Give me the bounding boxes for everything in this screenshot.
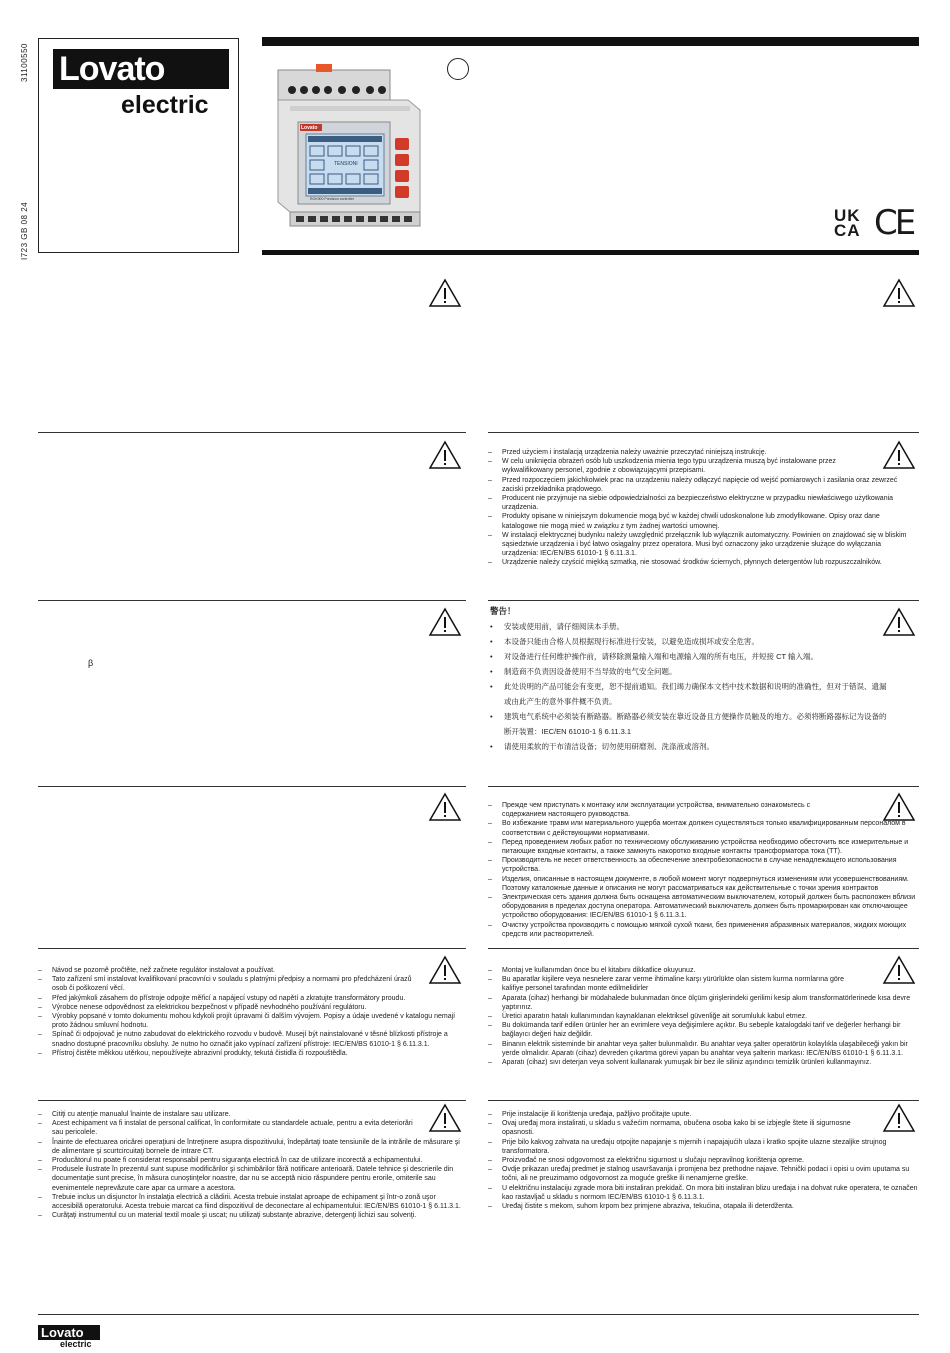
list-item: – Bu dokümanda tarif edilen ürünler her an evrimlere veya değişimlere açıktır. Bu sebeple katalogdaki tarif ve değerler herhangi bir bağlayıcı değeri haiz değildir. bbox=[488, 1021, 918, 1039]
list-item: – Изделия, описанные в настоящем документе, в любой момент могут подвергнуться изменениям или усовершенствованиям. Поэтому каталожные данные и описания не могут рассматриваться как действительные с точки зрения контрактов bbox=[488, 875, 918, 893]
list-item: • 请使用柔软的干布清洁设备；切勿使用研磨剂、洗涤液或溶剂。 bbox=[490, 739, 890, 754]
list-item: – Перед проведением любых работ по техническому обслуживанию устройства необходимо обесточить все измерительные и питающие входные контакты, а также замкнуть накоротко входные контакты трансформатора тока (ТТ). bbox=[488, 838, 918, 856]
list-item: • 本设备只能由合格人员根据现行标准进行安装，以避免造成损坏或安全危害。 bbox=[490, 634, 890, 649]
list-item: – Produkty opisane w niniejszym dokumencie mogą być w każdej chwili udoskonalone lub zmodyfikowane. Opisy oraz dane katalogowe nie mogą mieć w związku z tym żadnej wartości umownej. bbox=[488, 512, 908, 530]
brand-logo: Lovato bbox=[53, 49, 229, 89]
croatian-safety-text bbox=[488, 1110, 918, 1211]
warning-icon bbox=[882, 278, 916, 308]
section-divider bbox=[488, 786, 919, 787]
list-item: – U električnu instalaciju zgrade mora biti instaliran prekidač. On mora biti instaliran blizu uređaja i na dohvat ruke operatera, te označen kao rastavljač u skladu s normom IEC/EN/BS 61010-1 § 6.11.3.1. bbox=[488, 1184, 918, 1202]
czech-safety-text bbox=[38, 966, 463, 1058]
list-item: – Proizvođač ne snosi odgovornost za električnu sigurnost u slučaju nepravilnog korištenja opreme. bbox=[488, 1156, 918, 1165]
footer-rule bbox=[38, 1314, 919, 1315]
section-divider bbox=[38, 432, 466, 433]
list-item: – Curăţaţi instrumentul cu un material textil moale şi uscat; nu utilizaţi substanţe abrazive, detergenţi lichizi sau solvenţi. bbox=[38, 1211, 463, 1220]
romanian-safety-text bbox=[38, 1110, 463, 1220]
logo-box bbox=[38, 38, 239, 253]
warning-icon bbox=[428, 440, 462, 470]
list-item: – Producătorul nu poate fi considerat responsabil pentru siguranţa electrică în caz de utilizare incorectă a echipamentului. bbox=[38, 1156, 463, 1165]
list-item: – Tato zařízení smí instalovat kvalifikovaní pracovníci v souladu s platnými předpisy a normami pro předcházení úrazů osob či poškození věcí. bbox=[38, 975, 463, 993]
list-item: – Výrobce nenese odpovědnost za elektrickou bezpečnost v případě nevhodného používání regulátoru. bbox=[38, 1003, 463, 1012]
list-item: – Üretici aparatın hatalı kullanımından kaynaklanan elektriksel güvenliğe ait sorumluluk kabul etmez. bbox=[488, 1012, 918, 1021]
list-item: – Bu aparatlar kişilere veya nesnelere zarar verme ihtimaline karşı yürürlükte olan sistem kurma normlarına göre kalifiye personel tarafından monte edilmelidirler bbox=[488, 975, 918, 993]
chinese-safety-text bbox=[490, 604, 890, 754]
device-footer-label: RGK900 Precision controller bbox=[310, 197, 355, 201]
list-item: – Před jakýmkoli zásahem do přístroje odpojte měřicí a napájecí vstupy od napětí a zkratujte transformátory proudu. bbox=[38, 994, 463, 1003]
list-item: – Ovaj uređaj mora instalirati, u skladu s važećim normama, obučena osoba kako bi se izbjegle štete ili sigurnosne opasnosti. bbox=[488, 1119, 918, 1137]
list-item: • 安装或使用前，请仔细阅读本手册。 bbox=[490, 619, 890, 634]
language-circle bbox=[447, 58, 469, 80]
list-item: – Urządzenie należy czyścić miękką szmatką, nie stosować środków ściernych, płynnych detergentów lub rozpuszczalników. bbox=[488, 558, 908, 567]
list-item: – Przed rozpoczęciem jakichkolwiek prac na urządzeniu należy odłączyć napięcie od wejść pomiarowych i zasilania oraz zewrzeć zaciski przekładnika prądowego. bbox=[488, 476, 908, 494]
list-item: – Binanın elektrik sisteminde bir anahtar veya şalter bulunmalıdır. Bu anahtar veya şalter operatörün kolaylıkla ulaşabileceği yakın bir yerde olmalıdır. Aparatı (cihaz) devreden çıkartma görevi yapan bu anahtar veya şalterin markası: IEC/EN/BS 61010-1 § 6.11.3.1. bbox=[488, 1040, 918, 1058]
device-illustration bbox=[270, 62, 432, 234]
chinese-warning-title: 警告！ bbox=[490, 606, 516, 616]
ce-mark: CE bbox=[874, 203, 914, 243]
list-item: • 此处说明的产品可能会有变更，恕不提前通知。我们竭力确保本文档中技术数据和说明的准确性，但对于错误、遗漏或由此产生的意外事件概不负责。 bbox=[490, 679, 890, 709]
list-item: – Aparata (cihaz) herhangi bir müdahalede bulunmadan önce ölçüm girişlerindeki gerilimi kesip akım transformatörlerinede kısa devre yaptırınız. bbox=[488, 994, 918, 1012]
list-item: – Электрическая сеть здания должна быть оснащена автоматическим выключателем, который должен быть расположен вблизи оборудования в пределах доступа оператора. Автоматический выключатель должен быть промаркирован как отключающее устройство оборудования: IEC/EN/BS 61010-1 § 6.11.3.1. bbox=[488, 893, 918, 921]
footer-logo: Lovato bbox=[38, 1325, 100, 1340]
list-item: – Návod se pozorně pročtěte, než začnete regulátor instalovat a používat. bbox=[38, 966, 463, 975]
list-item: – Montaj ve kullanımdan önce bu el kitabını dikkatlice okuyunuz. bbox=[488, 966, 918, 975]
ukca-mark: UK CA bbox=[834, 206, 861, 240]
list-item: – Citiţi cu atenţie manualul înainte de instalare sau utilizare. bbox=[38, 1110, 463, 1119]
list-item: – Producent nie przyjmuje na siebie odpowiedzialności za bezpieczeństwo elektryczne w przypadku niewłaściwego użytkowania urządzenia. bbox=[488, 494, 908, 512]
section-divider bbox=[38, 600, 466, 601]
list-item: – Prije instalacije ili korištenja uređaja, pažljivo pročitajte upute. bbox=[488, 1110, 918, 1119]
list-item: • 建筑电气系统中必须装有断路器。断路器必须安装在靠近设备且方便操作员触及的地方。必须将断路器标记为设备的断开装置：IEC/EN 61010-1 § 6.11.3.1 bbox=[490, 709, 890, 739]
section-divider bbox=[488, 1100, 919, 1101]
list-item: – Ovdje prikazan uređaj predmet je stalnog usavršavanja i promjena bez prethodne najave. Tehnički podaci i opisi u ovim uputama su točni, ali ne preuzimamo odgovornost za moguće greške ili nenamjerne greške. bbox=[488, 1165, 918, 1183]
section-divider bbox=[38, 786, 466, 787]
brand-subtitle: electric bbox=[121, 91, 209, 119]
russian-safety-text bbox=[488, 801, 918, 939]
list-item: – Produsele ilustrate în prezentul sunt supuse modificărilor şi schimbărilor fără notificare anterioară. Datele tehnice şi descrierile din documentaţie sunt precise, în măsura cunoştinţelor noastre, dar nu se acceptă nicio răspundere pentru erorile, omiterile sau evenimentele neprevăzute care apar ca urmare a acestora. bbox=[38, 1165, 463, 1193]
list-item: • 制造商不负责因设备使用不当导致的电气安全问题。 bbox=[490, 664, 890, 679]
list-item: – Uređaj čistite s mekom, suhom krpom bez primjene abraziva, tekućina, otapala ili deterdženta. bbox=[488, 1202, 918, 1211]
list-item: – Înainte de efectuarea oricărei operaţiuni de întreţinere asupra dispozitivului, îndepărtaţi toate tensiunile de la intrările de măsurare şi de alimentare şi scurtcircuitaţi bornele de intrare CT. bbox=[38, 1138, 463, 1156]
list-item: – W instalacji elektrycznej budynku należy uwzględnić przełącznik lub wyłącznik automatyczny. Powinien on znajdować się w bliskim sąsiedztwie urządzenia i być łatwo osiągalny przez operatora. Musi być oznaczony jako urządzenie służące do wyłączania urządzenia: IEC/EN/BS 61010-1 § 6.11.3.1. bbox=[488, 531, 908, 559]
list-item: – Aparatı (cihaz) sıvı deterjan veya solvent kullanarak yumuşak bir bez ile siliniz aşındırıcı temizlik ürünleri kullanmayınız. bbox=[488, 1058, 918, 1067]
warning-icon bbox=[428, 607, 462, 637]
warning-icon bbox=[428, 278, 462, 308]
list-item: – Prije bilo kakvog zahvata na uređaju otpojite napajanje s mjernih i napajajućih ulaza i kratko spojite ulazne stezaljke strujnog transformatora. bbox=[488, 1138, 918, 1156]
top-rule bbox=[262, 37, 919, 46]
list-item: – W celu uniknięcia obrażeń osób lub uszkodzenia mienia tego typu urządzenia muszą być instalowane przez wykwalifikowany personel, zgodnie z obowiązującymi przepisami. bbox=[488, 457, 908, 475]
turkish-safety-text bbox=[488, 966, 918, 1067]
beta-symbol: β bbox=[88, 658, 94, 668]
list-item: – Производитель не несет ответственность за обеспечение электробезопасности в случае ненадлежащего использования устройства. bbox=[488, 856, 918, 874]
section-divider bbox=[38, 948, 466, 949]
device-screen-title: TENSIONI bbox=[334, 161, 358, 167]
section-divider bbox=[38, 1100, 466, 1101]
list-item: – Во избежание травм или материального ущерба монтаж должен существляться только квалифицированным персоналом в соответствии с действующими нормативами. bbox=[488, 819, 918, 837]
list-item: – Trebuie inclus un disjunctor în instalaţia electrică a clădirii. Acesta trebuie instalat aproape de echipament şi într-o zonă uşor accesibilă operatorului. Acesta trebuie marcat ca fiind dispozitivul de deconectare al echipamentului: IEC/EN/BS 61010-1 § 6.11.3.1. bbox=[38, 1193, 463, 1211]
device-brand-label: Lovato bbox=[301, 125, 318, 131]
section-divider bbox=[488, 600, 919, 601]
header-bottom-rule bbox=[262, 250, 919, 255]
section-divider bbox=[488, 948, 919, 949]
list-item: – Spínač či odpojovač je nutno zabudovat do elektrického rozvodu v budově. Musejí být nainstalované v těsné blízkosti přístroje a snadno dostupné pracovníku obsluhy. Je nutno ho označit jako vypínací zařízení přístroje: IEC/EN/BS 61010-1 § 6.11.3.1. bbox=[38, 1030, 463, 1048]
list-item: – Přístroj čistěte měkkou utěrkou, nepoužívejte abrazivní produkty, tekutá čistidla či rozpouštědla. bbox=[38, 1049, 463, 1058]
list-item: – Acest echipament va fi instalat de personal calificat, în conformitate cu standardele actuale, pentru a evita deteriorări sau pericolele. bbox=[38, 1119, 463, 1137]
list-item: – Прежде чем приступать к монтажу или эксплуатации устройства, внимательно ознакомьтесь с содержанием настоящего руководства. bbox=[488, 801, 918, 819]
list-item: • 对设备进行任何维护操作前，请移除测量输入端和电源输入端的所有电压，并短接 CT 输入端。 bbox=[490, 649, 890, 664]
list-item: – Výrobky popsané v tomto dokumentu mohou kdykoli projít úpravami či dalším vývojem. Popisy a údaje uvedené v katalogu nemají proto žádnou smluvní hodnotu. bbox=[38, 1012, 463, 1030]
registered-mark: ® bbox=[53, 51, 59, 60]
footer-logo-subtitle: electric bbox=[60, 1339, 92, 1349]
section-divider bbox=[488, 432, 919, 433]
document-revision: I723 GB 08 24 bbox=[20, 201, 29, 260]
polish-safety-text bbox=[488, 448, 908, 568]
document-code: 31100550 bbox=[20, 43, 29, 82]
list-item: – Очистку устройства производить с помощью мягкой сухой ткани, без применения абразивных материалов, жидких моющих средств или растворителей. bbox=[488, 921, 918, 939]
device-image bbox=[270, 62, 432, 234]
warning-icon bbox=[428, 792, 462, 822]
list-item: – Przed użyciem i instalacją urządzenia należy uważnie przeczytać niniejszą instrukcję. bbox=[488, 448, 908, 457]
